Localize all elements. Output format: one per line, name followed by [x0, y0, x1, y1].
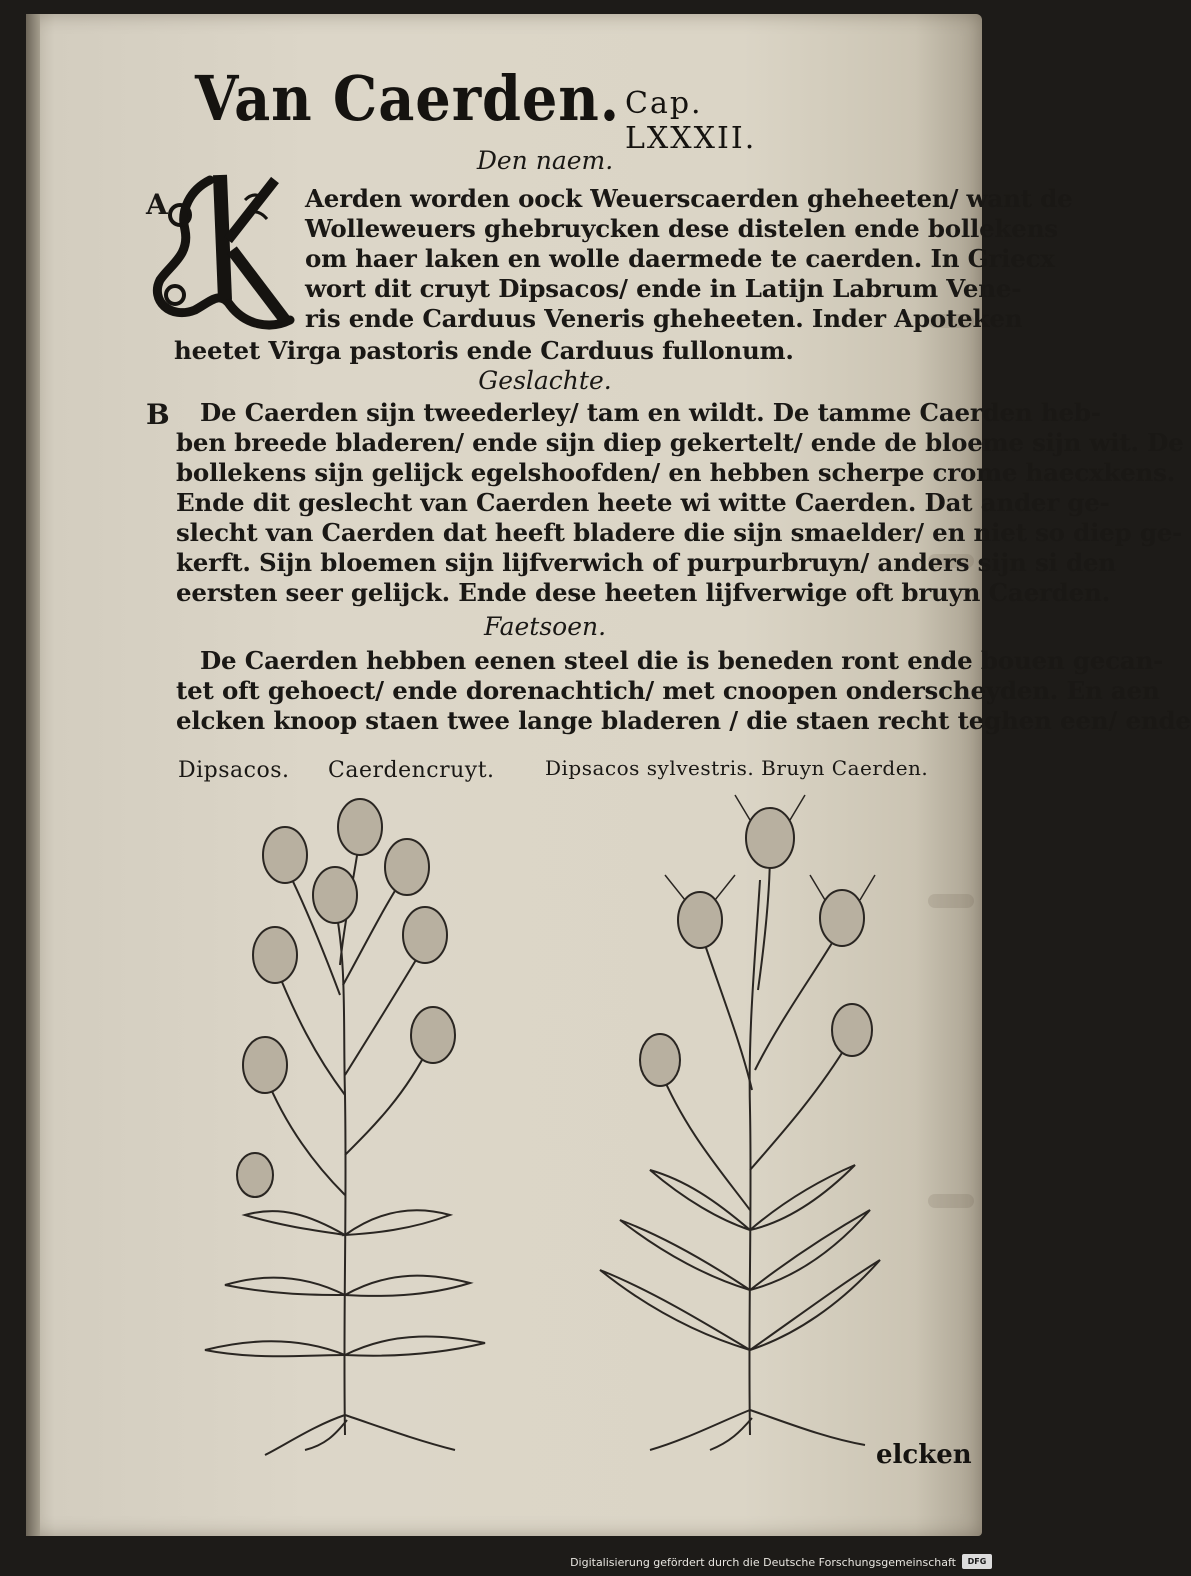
text-line: om haer laken en wolle daermede te caerden. In Griecx [305, 244, 1055, 273]
text-line: De Caerden sijn tweederley/ tam en wildt. De tamme Caerden heb- [200, 398, 1101, 427]
text-line: bollekens sijn gelijck egelshoofden/ en hebben scherpe crome haecxkens. [176, 458, 1176, 487]
text-line: tet oft gehoect/ ende dorenachtich/ met cnoopen onderscheyden. En aen [176, 676, 1160, 705]
text-line: Aerden worden oock Weuerscaerden gheheeten/ want de [305, 184, 1073, 213]
text-line: Wolleweuers ghebruycken dese distelen ende bollekens [305, 214, 1058, 243]
bleed-through-mark [928, 1194, 974, 1208]
decorated-initial [150, 170, 300, 340]
text-line: elcken knoop staen twee lange bladeren / die staen recht teghen een/ ende [176, 706, 1191, 735]
section-heading-naem: Den naem. [476, 146, 614, 175]
margin-marker-b: B [146, 398, 170, 431]
woodcut-dipsacos-sylvestris-icon [590, 790, 890, 1455]
text-line: ris ende Carduus Veneris gheheeten. Inder Apoteken [305, 304, 1023, 333]
text-line: kerft. Sijn bloemen sijn lijfverwich of purpurbruyn/ anders sijn si den [176, 548, 1116, 577]
funding-credit: Digitalisierung gefördert durch die Deutsche Forschungsgemeinschaft [570, 1556, 956, 1569]
text-line: wort dit cruyt Dipsacos/ ende in Latijn Labrum Vene- [305, 274, 1022, 303]
bleed-through-mark [928, 894, 974, 908]
figure-caption-left-latin: Dipsacos. [178, 758, 290, 783]
text-line: heetet Virga pastoris ende Carduus fullonum. [174, 336, 794, 365]
text-line: Ende dit geslecht van Caerden heete wi witte Caerden. Dat ander ge- [176, 488, 1110, 517]
running-title: Van Caerden. [195, 62, 621, 135]
section-heading-geslachte: Geslachte. [478, 366, 612, 395]
margin-marker-a: A [146, 188, 168, 221]
running-head [195, 62, 835, 156]
figure-caption-right: Dipsacos sylvestris. Bruyn Caerden. [545, 756, 929, 780]
woodcut-dipsacos-icon [195, 795, 495, 1455]
catchword: elcken [876, 1440, 972, 1470]
digitization-footer [0, 1548, 1000, 1576]
page-gutter [26, 14, 40, 1536]
text-line: ben breede bladeren/ ende sijn diep gekertelt/ ende de bloeme sijn wit. De [176, 428, 1184, 457]
section-heading-faetsoen: Faetsoen. [483, 612, 607, 641]
text-line: slecht van Caerden dat heeft bladere die sijn smaelder/ en niet so diep ge- [176, 518, 1183, 547]
text-line: De Caerden hebben eenen steel die is beneden ront ende bouen gecan- [200, 646, 1164, 675]
chapter-number: Cap. LXXXII. [625, 86, 757, 156]
dfg-logo-icon: DFG [962, 1554, 992, 1569]
figure-caption-left-dutch: Caerdencruyt. [328, 758, 495, 783]
decorated-initial-icon [150, 170, 300, 340]
text-line: eersten seer gelijck. Ende dese heeten lijfverwige oft bruyn Caerden. [176, 578, 1110, 607]
